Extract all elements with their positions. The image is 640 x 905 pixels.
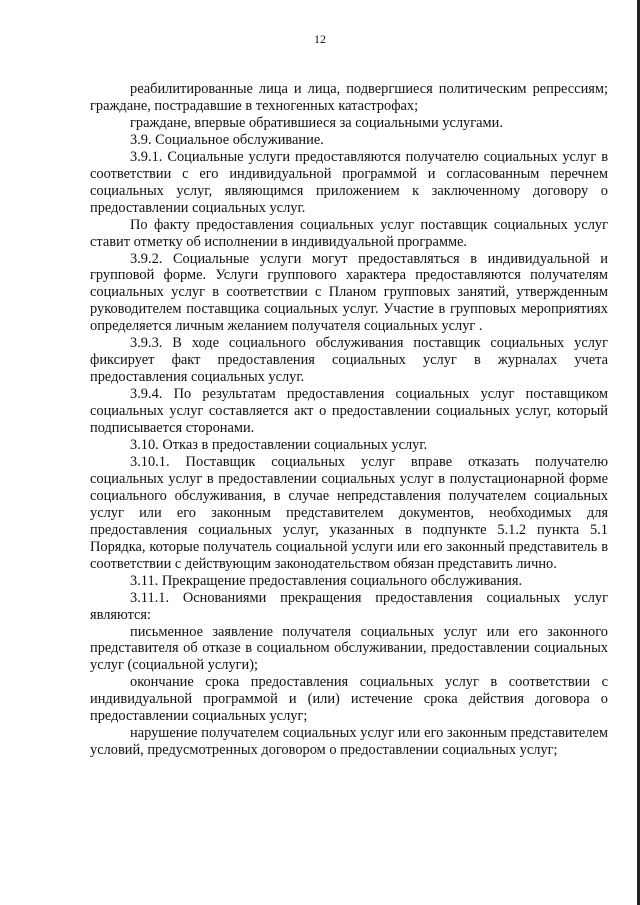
paragraph-service-mark: По факту предоставления социальных услуг поставщик социальных услуг ставит отметку об исполнении в индивидуальной программе. — [90, 216, 608, 250]
paragraph-3-10-1: 3.10.1. Поставщик социальных услуг вправе отказать получателю социальных услуг в предоставлении социальных услуг в полустационарной форме социального обслуживания, в случае непредставления получателем социальных услуг или его законным представителем документов, необходимых для предоставления социальных услуг, указанных в подпункте 5.1.2 пункта 5.1 Порядка, которые получатель социальной услуги или его законный представитель в соответствии с действующим законодательством обязан представить лично. — [90, 453, 608, 572]
paragraph-rehabilitated-persons: реабилитированные лица и лица, подвергшиеся политическим репрессиям; граждане, пострадавшие в техногенных катастрофах; — [90, 81, 608, 114]
section-heading-3-11: 3.11. Прекращение предоставления социального обслуживания. — [130, 572, 523, 589]
section-heading-3-10: 3.10. Отказ в предоставлении социальных услуг. — [130, 437, 428, 454]
paragraph-3-9-2: 3.9.2. Социальные услуги могут предоставляться в индивидуальной и групповой форме. Услуги группового характера предоставляются получателям социальных услуг в соответствии с Планом групповых занятий, утвержденным руководителем поставщика социальных услуг. Участие в групповых мероприятиях определяется личным желанием получателя социальных услуг . — [90, 250, 608, 335]
paragraph-3-9-3: 3.9.3. В ходе социального обслуживания поставщик социальных услуг фиксирует факт предоставления социальных услуг в журналах учета предоставления социальных услуг. — [90, 335, 608, 386]
list-item-contract-violation: нарушение получателем социальных услуг или его законным представителем условий, предусмотренных договором о предоставлении социальных услуг; — [90, 725, 608, 759]
paragraph-3-9-1: 3.9.1. Социальные услуги предоставляются получателю социальных услуг в соответствии с его индивидуальной программой и согласованным перечнем социальных услуг, являющимся приложением к заключенному договору о предоставлении социальных услуг. — [90, 148, 608, 216]
list-item-term-expiry: окончание срока предоставления социальных услуг в соответствии с индивидуальной программой и (или) истечение срока действия договора о предоставлении социальных услуг; — [90, 674, 608, 725]
paragraph-3-9-4: 3.9.4. По результатам предоставления социальных услуг поставщиком социальных услуг составляется акт о предоставлении социальных услуг, который подписывается сторонами. — [90, 386, 608, 437]
paragraph-first-time-applicants: граждане, впервые обратившиеся за социальными услугами. — [130, 114, 503, 131]
paragraph-3-11-1: 3.11.1. Основаниями прекращения предоставления социальных услуг являются: — [90, 589, 608, 623]
list-item-written-statement: письменное заявление получателя социальных услуг или его законного представителя об отказе в социальном обслуживании, предоставлении социальных услуг (социальной услуги); — [90, 623, 608, 674]
document-body — [90, 81, 608, 759]
section-heading-3-9: 3.9. Социальное обслуживание. — [130, 131, 324, 148]
page-number: 12 — [314, 32, 326, 46]
